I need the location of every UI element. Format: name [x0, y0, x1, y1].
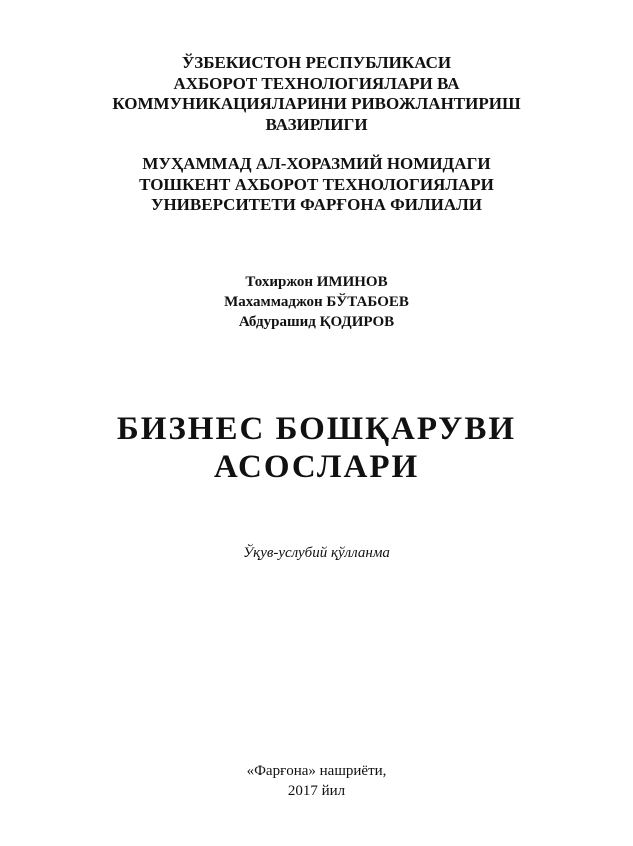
ministry-line-3: КОММУНИКАЦИЯЛАРИНИ РИВОЖЛАНТИРИШ	[112, 94, 521, 113]
university-heading	[0, 154, 633, 216]
publication-year: 2017 йил	[287, 783, 346, 799]
ministry-line-1: ЎЗБЕКИСТОН РЕСПУБЛИКАСИ	[181, 53, 452, 72]
author-name: Абдурашид ҚОДИРОВ	[238, 314, 395, 330]
author-name: Махаммаджон БЎТАБОЕВ	[224, 294, 409, 310]
ministry-line-2: АХБОРОТ ТЕХНОЛОГИЯЛАРИ ВА	[173, 73, 460, 93]
book-title	[0, 410, 633, 486]
university-line-3: УНИВЕРСИТЕТИ ФАРҒОНА ФИЛИАЛИ	[150, 195, 483, 214]
book-subtitle	[0, 544, 633, 562]
book-title-line-1: БИЗНЕС БОШҚАРУВИ	[116, 411, 517, 447]
university-line-1: МУҲАММАД АЛ-ХОРАЗМИЙ НОМИДАГИ	[142, 154, 491, 173]
author-name: Тохиржон ИМИНОВ	[245, 274, 388, 290]
ministry-line-4: ВАЗИРЛИГИ	[265, 114, 368, 134]
ministry-heading	[0, 53, 633, 135]
university-line-2: ТОШКЕНТ АХБОРОТ ТЕХНОЛОГИЯЛАРИ	[139, 174, 494, 194]
publisher-info	[0, 761, 633, 801]
author-list	[0, 272, 633, 332]
book-title-line-2: АСОСЛАРИ	[213, 449, 420, 485]
publisher-name: «Фарғона» нашриёти,	[246, 763, 387, 779]
book-subtitle-text: Ўқув-услубий қўлланма	[243, 545, 390, 561]
